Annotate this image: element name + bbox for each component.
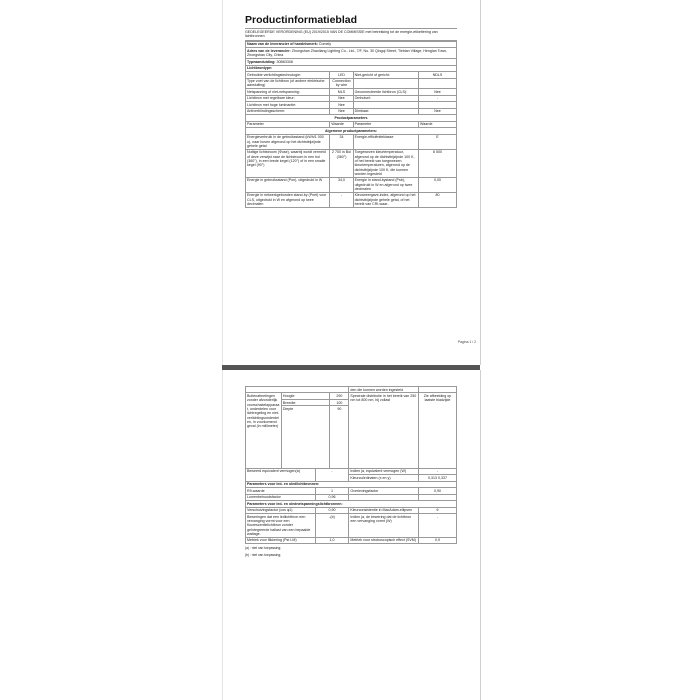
- cell: 34: [330, 134, 353, 149]
- cell: Indien ja, equivalent vermogen (W): [349, 468, 419, 474]
- cell: 6 500: [419, 149, 457, 177]
- cell: -: [419, 95, 457, 101]
- cell: Energieverbruik in de gebruiksstand (kWh/1 000 u), naar boven afgerond op het dichtstbijzijnde gehele getal: [246, 134, 330, 149]
- footnote-b: (b) : niet van toepassing;: [245, 553, 282, 558]
- table-row: [246, 177, 457, 192]
- cell: -: [330, 192, 353, 207]
- table-row: [246, 48, 457, 59]
- cell: -: [418, 468, 456, 474]
- equivalent-power-label: Beweerd equivalent vermogen(a): [246, 468, 316, 481]
- cell: Metriek voor flikkering (Pst LM): [246, 537, 316, 543]
- cell: 0,90: [315, 507, 349, 513]
- cell: Nee: [419, 108, 457, 114]
- cell: Kleurweergave-index, afgerond op het dichtstbijzijnde gehele getal, of het bereik van CRI-waar-: [353, 192, 418, 207]
- general-params-heading: Algemene productparameters:: [246, 128, 457, 134]
- dimension-name: Breedte: [281, 399, 330, 405]
- cell: Toegewezen kleurtemperatuur, afgerond op de dichtstbijzijnde 100 K, of het bereik van toegewezen kleurtemperaturen, afgerond op de dichtstbijzijnde 100 K, die kunnen worden ingesteld: [353, 149, 418, 177]
- product-info-table: [245, 41, 457, 208]
- dimensions-label: Buitenafmetingen zonder afzonderlijk voorschakelapparaat, onderdelen voor lichtregeling en niet-verlichtingsonderdelen, in voorkomend geval (in millimeter): [246, 393, 282, 468]
- table-row: [246, 514, 457, 538]
- cell: Lumenbehoudsfactor: [246, 494, 316, 500]
- cell: Lichtbron met hoge luminantie:: [246, 102, 330, 108]
- cell: 2 700 in Bol (360°): [330, 149, 353, 177]
- table-row: [246, 537, 457, 543]
- cell: -(b): [315, 514, 349, 538]
- cell: Indien ja, de bewering dat de lichtbron een vervanging vormt (W): [349, 514, 419, 538]
- cell: 34,0: [330, 177, 353, 192]
- product-params-table-continued: [245, 386, 457, 544]
- equivalent-power-value: -: [315, 468, 349, 481]
- model-value: 30B63308: [276, 59, 293, 64]
- cell: Antiverblindingsscherm:: [246, 108, 330, 114]
- cell: 0,96: [315, 494, 349, 500]
- address-cell: [246, 48, 457, 59]
- document-page-2: [222, 370, 481, 700]
- cell: MLS: [330, 89, 353, 95]
- dimension-name: Hoogte: [281, 393, 330, 399]
- column-header: Waarde: [330, 121, 353, 127]
- cell: 0,313 0,337: [418, 475, 456, 481]
- regulation-text: GEDELEGEERDE VERORDENING (EU) 2019/2015 VAN DE COMMISSIE met betrekking tot de energie-etikettering van lichtbronnen: [245, 28, 457, 41]
- page-1-content: [245, 14, 457, 208]
- cell: Nee: [330, 108, 353, 114]
- dimension-name: Diepte: [281, 406, 330, 468]
- cell: Nee: [330, 95, 353, 101]
- cell: Energie in gebruiksstand (Pon), uitgedrukt in W: [246, 177, 330, 192]
- lightsource-type-heading: Lichtbrontype:: [246, 65, 457, 71]
- cell: 0,00: [419, 177, 457, 192]
- cell: LED: [330, 72, 353, 78]
- cell: Geconnecteerde lichtbron (CLS):: [353, 89, 418, 95]
- cell: Connection by wire: [330, 78, 353, 89]
- spectral-label: Spectrale distributie in het bereik van 250 nm tot 800 nm, bij vollast: [349, 393, 419, 468]
- table-row: [246, 134, 457, 149]
- page-2-content: [245, 386, 457, 558]
- cell: Type voet van de lichtbron (of andere elektrische aansluiting): [246, 78, 330, 89]
- dimension-value: 290: [330, 393, 349, 399]
- cell: 1: [315, 488, 349, 494]
- cell: NDLS: [419, 72, 457, 78]
- cell: Energie-efficiëntieklasse: [353, 134, 418, 149]
- table-row: [246, 78, 457, 89]
- table-row: [246, 149, 457, 177]
- cell: Kleurcoördinaten (x en y): [349, 475, 419, 481]
- cell: Gebruikte verlichtingstechnologie:: [246, 72, 330, 78]
- product-params-heading: Productparameters: [246, 115, 457, 121]
- cell: Beweringen dat een ledlichtbron een vervanging vormt voor een fluorescentielichtbron zonder geïntegreerde ballast van een bepaalde wattage.: [246, 514, 316, 538]
- address-label: Adres van de leverancier:: [247, 48, 291, 53]
- cell: Overlevingsfactor: [349, 488, 419, 494]
- cell: Energie in netwerkgebonden stand-by (Pnet) voor CLS, uitgedrukt in W en afgerond op twee decimalen: [246, 192, 330, 207]
- column-header: Waarde: [419, 121, 457, 127]
- model-label: Typeaanduiding:: [247, 59, 276, 64]
- cell: Metriek voor stroboscopisch effect (SVM): [349, 537, 419, 543]
- cell: den die kunnen worden ingesteld: [349, 387, 419, 393]
- dimension-value: 100: [330, 399, 349, 405]
- cell: Niet-gericht of gericht:: [353, 72, 418, 78]
- cell: Netspanning of niet-netspanning:: [246, 89, 330, 95]
- cell: Energie in stand-bystand (Psb), uitgedrukt in W en afgerond op twee decimalen: [353, 177, 418, 192]
- cell: R9-waarde: [246, 488, 316, 494]
- cell: 0,9: [418, 537, 456, 543]
- cell: Verschuivingsfactor (cos φ1): [246, 507, 316, 513]
- cell: 0,90: [418, 488, 456, 494]
- dimension-value: 90: [330, 406, 349, 468]
- cell: Nuttige lichtstroom (Φuse), waarbij wordt vermeld of deze verwijst naar de lichtstroom in een bol (360°), in een brede kegel (120°) of in een smalle kegel (90°): [246, 149, 330, 177]
- supplier-value: Comely: [318, 42, 332, 47]
- table-row: [246, 192, 457, 207]
- cell: -: [418, 514, 456, 538]
- cell: Nee: [419, 89, 457, 95]
- cell: Dimbaar:: [353, 108, 418, 114]
- column-header: Parameter: [353, 121, 418, 127]
- cell: Omhulsel:: [353, 95, 418, 101]
- cell: 6: [418, 507, 456, 513]
- table-row: [246, 393, 457, 399]
- cell: Lichtbron met regelbare kleur:: [246, 95, 330, 101]
- cell: E: [419, 134, 457, 149]
- cell: 80: [419, 192, 457, 207]
- address-value: Zhongshan Zhaoliang Lighting Co., Ltd., 7/F, No. 30 Qingqi Street, Tiebian Village, Henglan Town, Zhongshan City, China: [247, 48, 448, 58]
- supplier-label: Naam van de leverancier of handelsmerk:: [247, 42, 318, 47]
- document-page-1: [222, 0, 481, 365]
- footnote-a: (a) : niet van toepassing;: [245, 546, 282, 551]
- cell: Kleurconsistentie in MacAdam-ellipsen: [349, 507, 419, 513]
- led-params-heading: Parameters voor led- en oledlichtbronnen:: [246, 481, 457, 487]
- mains-params-heading: Parameters voor led- en olednetspanningslichtbronnen:: [246, 501, 457, 507]
- document-title: Productinformatieblad: [245, 14, 358, 26]
- column-header: Parameter: [246, 121, 330, 127]
- cell: 1,0: [315, 537, 349, 543]
- page-number: Pagina 1 / 2: [457, 340, 476, 344]
- cell: Nee: [330, 102, 353, 108]
- cell: [353, 78, 418, 89]
- cell: [419, 78, 457, 89]
- spectral-value: Zie afbeelding op laatste bladzijde: [418, 393, 456, 468]
